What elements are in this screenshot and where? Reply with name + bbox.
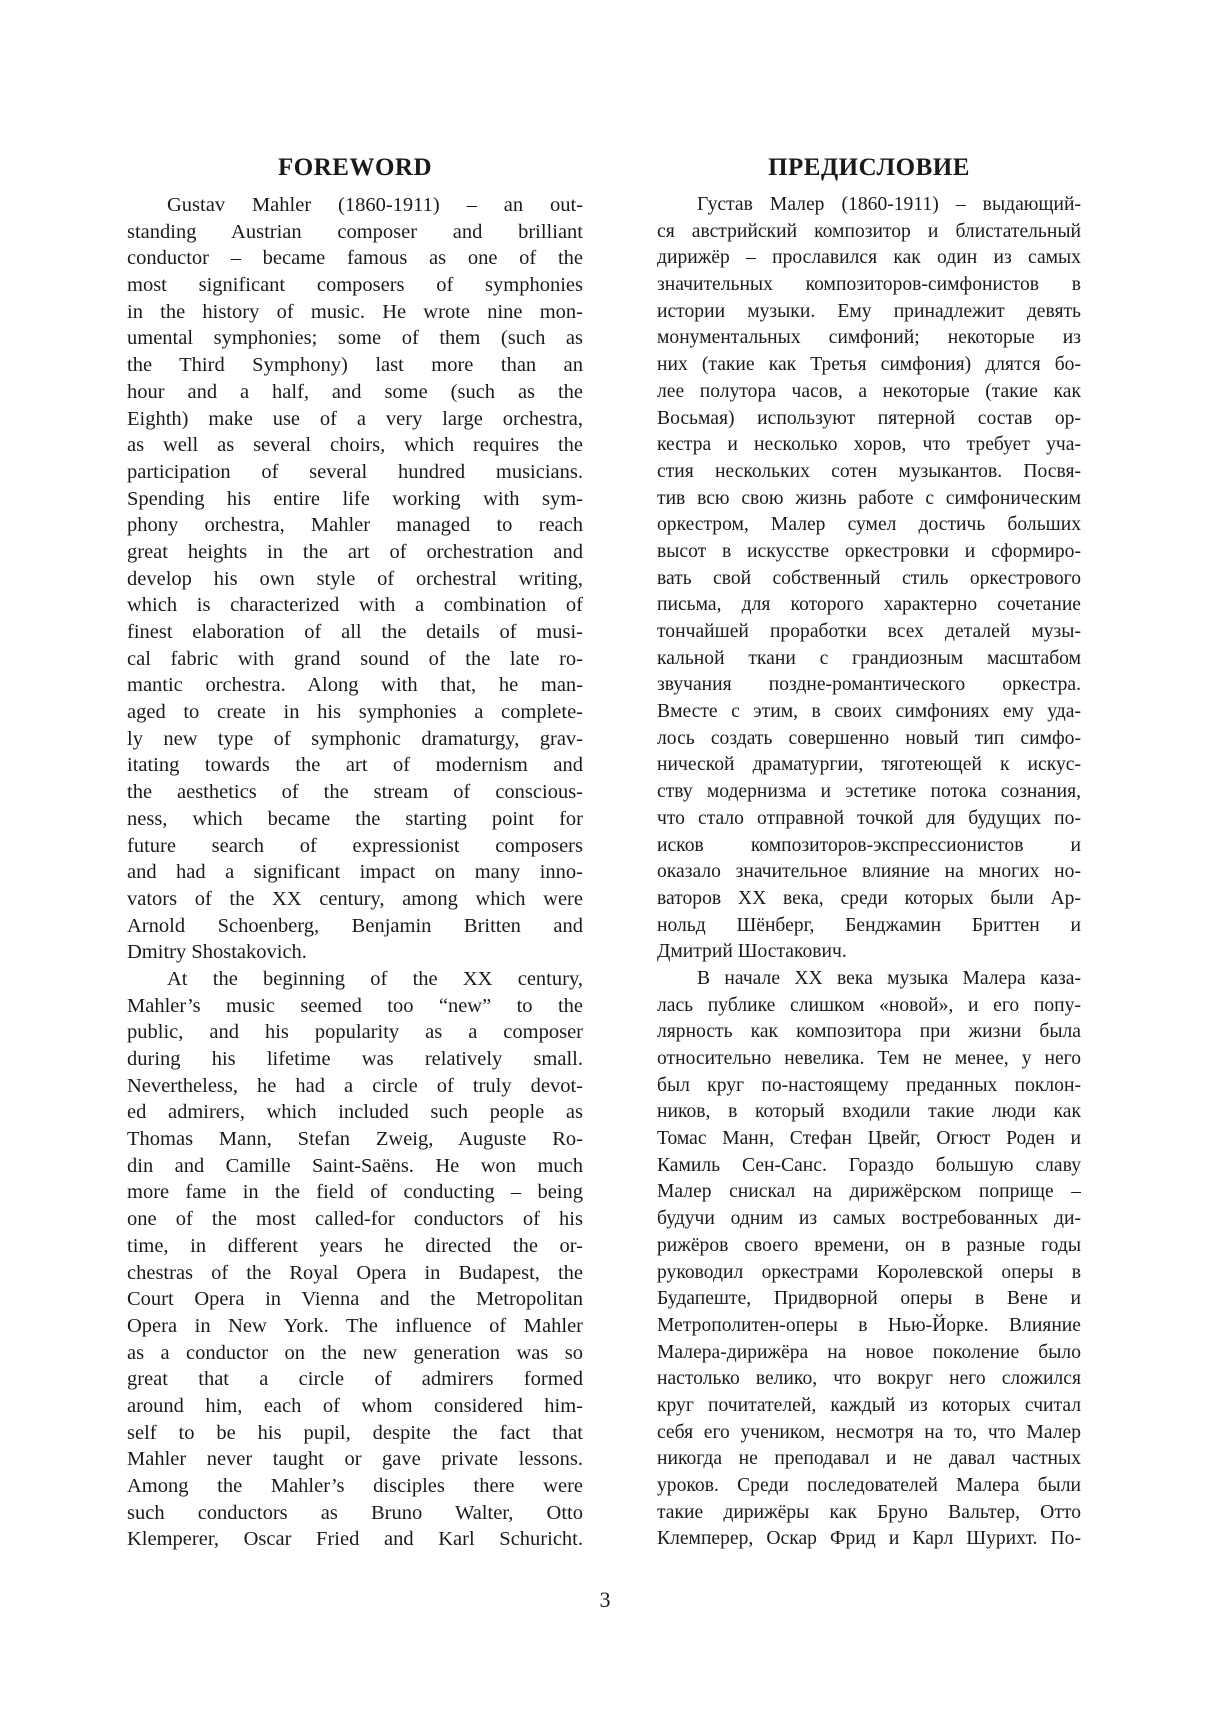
text-line: письма, для которого характерно сочетание (657, 594, 1081, 616)
text-line: self to be his pupil, despite the fact that (127, 1421, 583, 1444)
text-line: Дмитрий Шостакович. (657, 941, 847, 963)
text-line: Mahler’s music seemed too “new” to the (127, 994, 583, 1017)
text-line: стия нескольких сотен музыкантов. Посвя- (657, 460, 1081, 482)
text-line: such conductors as Bruno Walter, Otto (127, 1501, 583, 1524)
text-line: Метрополитен-оперы в Нью-Йорке. Влияние (657, 1314, 1081, 1336)
text-line: around him, each of whom considered him- (127, 1394, 583, 1417)
text-line: ников, в который входили такие люди как (657, 1101, 1081, 1123)
text-line: Клемперер, Оскар Фрид и Карл Шурихт. По- (657, 1528, 1081, 1550)
text-line: ству модернизма и эстетике потока сознания, (657, 781, 1081, 803)
text-line: лярность как композитора при жизни была (657, 1021, 1081, 1043)
english-text-column (127, 192, 583, 1553)
text-line: исков композиторов-экспрессионистов и (657, 834, 1081, 856)
text-line: лее полутора часов, а некоторые (такие как (657, 380, 1081, 402)
text-line: себя его учеником, несмотря на то, что Малер (657, 1421, 1081, 1443)
text-line: оркестром, Малер сумел достичь больших (657, 514, 1081, 536)
text-line: Восьмая) используют пятерной состав ор- (657, 407, 1081, 429)
text-line: standing Austrian composer and brilliant (127, 220, 583, 243)
text-line: уроков. Среди последователей Малера были (657, 1475, 1081, 1496)
text-line: ся австрийский композитор и блистательный (657, 220, 1081, 242)
text-line: chestras of the Royal Opera in Budapest, the (127, 1261, 583, 1284)
text-line: Opera in New York. The influence of Mahler (127, 1314, 583, 1337)
text-line: At the beginning of the XX century, (167, 967, 583, 990)
text-line: Вместе с этим, в своих симфониях ему уда- (657, 701, 1081, 723)
foreword-title-russian: ПРЕДИСЛОВИЕ (768, 153, 970, 181)
text-line: Gustav Mahler (1860-1911) – an out- (167, 194, 583, 216)
text-line: тончайшей проработки всех деталей музы- (657, 621, 1081, 642)
text-line: кальной ткани с грандиозным масштабом (657, 647, 1081, 669)
text-line: значительных композиторов-симфонистов в (657, 274, 1081, 296)
text-line: монументальных симфоний; некоторые из (657, 327, 1081, 349)
text-line: В начале XX века музыка Малера каза- (697, 967, 1081, 989)
text-line: participation of several hundred musicians. (127, 460, 583, 483)
text-line: рижёров своего времени, он в разные годы (657, 1234, 1081, 1256)
text-line: one of the most called-for conductors of his (127, 1208, 583, 1231)
text-line: нической драматургии, тяготеющей к искус- (657, 754, 1081, 776)
text-line: Dmitry Shostakovich. (127, 941, 307, 964)
text-line: лось создать совершенно новый тип симфо- (657, 727, 1081, 749)
text-line: as a conductor on the new generation was so (127, 1341, 583, 1364)
text-line: the aesthetics of the stream of conscious- (127, 781, 583, 804)
text-line: during his lifetime was relatively small. (127, 1048, 583, 1070)
text-line: звучания поздне-романтического оркестра. (657, 674, 1081, 696)
text-line: вать свой собственный стиль оркестрового (657, 567, 1081, 589)
text-line: and had a significant impact on many inno- (127, 861, 583, 884)
text-line: Thomas Mann, Stefan Zweig, Auguste Ro- (127, 1128, 583, 1151)
russian-text-column (657, 192, 1081, 1553)
paragraph (127, 966, 583, 1553)
text-line: mantic orchestra. Along with that, he man- (127, 674, 583, 697)
text-line: din and Camille Saint-Saëns. He won much (127, 1154, 583, 1177)
text-line: Mahler never taught or gave private lessons. (127, 1448, 583, 1471)
text-line: Малер снискал на дирижёрском поприще – (657, 1181, 1081, 1203)
text-line: высот в искусстве оркестровки и сформиро- (657, 540, 1081, 562)
text-line: Будапеште, Придворной оперы в Вене и (657, 1288, 1081, 1310)
text-line: круг почитателей, каждый из которых считал (657, 1394, 1081, 1416)
text-line: conductor – became famous as one of the (127, 247, 583, 270)
text-line: public, and his popularity as a composer (127, 1021, 583, 1044)
text-line: Nevertheless, he had a circle of truly devot- (127, 1074, 583, 1097)
text-line: никогда не преподавал и не давал частных (657, 1448, 1081, 1470)
text-line: hour and a half, and some (such as the (127, 380, 583, 403)
text-line: itating towards the art of modernism and (127, 754, 583, 777)
text-line: кестра и несколько хоров, что требует уча- (657, 434, 1081, 456)
text-line: Klemperer, Oscar Fried and Karl Schuricht. (127, 1528, 583, 1551)
text-line: aged to create in his symphonies a complete- (127, 701, 583, 724)
text-line: time, in different years he directed the or- (127, 1234, 583, 1257)
text-line: Малера-дирижёра на новое поколение было (657, 1341, 1081, 1363)
text-line: great that a circle of admirers formed (127, 1368, 583, 1391)
paragraph (127, 192, 583, 966)
page-number: 3 (599, 1587, 611, 1612)
text-line: ly new type of symphonic dramaturgy, grav- (127, 727, 583, 750)
text-line: develop his own style of orchestral writing, (127, 567, 583, 590)
paragraph (657, 192, 1081, 966)
text-line: ваторов XX века, среди которых были Ар- (657, 887, 1081, 909)
text-line: руководил оркестрами Королевской оперы в (657, 1261, 1081, 1283)
text-line: more fame in the field of conducting – being (127, 1181, 583, 1204)
text-line: Eighth) make use of a very large orchestra, (127, 407, 583, 430)
text-line: ness, which became the starting point for (127, 807, 583, 830)
text-line: настолько велико, что вокруг него сложился (657, 1368, 1081, 1390)
text-line: most significant composers of symphonies (127, 274, 583, 297)
text-line: ed admirers, which included such people as (127, 1101, 583, 1124)
text-line: что стало отправной точкой для будущих по- (657, 807, 1081, 829)
text-line: finest elaboration of all the details of musi- (127, 621, 583, 643)
text-line: такие дирижёры как Бруно Вальтер, Отто (657, 1501, 1081, 1523)
text-line: umental symphonies; some of them (such as (127, 327, 583, 350)
text-line: был круг по-настоящему преданных поклон- (657, 1074, 1081, 1096)
foreword-title-english: FOREWORD (278, 153, 432, 181)
text-line: Arnold Schoenberg, Benjamin Britten and (127, 914, 583, 937)
text-line: Томас Манн, Стефан Цвейг, Огюст Роден и (657, 1128, 1081, 1150)
text-line: future search of expressionist composers (127, 834, 583, 857)
text-line: as well as several choirs, which requires the (127, 434, 583, 457)
paragraph (657, 966, 1081, 1553)
text-line: относительно невелика. Тем не менее, у него (657, 1048, 1081, 1069)
text-line: лась публике слишком «новой», и его попу- (657, 994, 1081, 1016)
text-line: нольд Шёнберг, Бенджамин Бриттен и (657, 914, 1081, 936)
text-line: оказало значительное влияние на многих но- (657, 861, 1081, 883)
text-line: Густав Малер (1860-1911) – выдающий- (697, 194, 1081, 215)
text-line: great heights in the art of orchestration and (127, 540, 583, 563)
text-line: них (такие как Третья симфония) длятся бо- (657, 354, 1081, 376)
text-line: cal fabric with grand sound of the late ro- (127, 647, 583, 670)
text-line: будучи одним из самых востребованных ди- (657, 1208, 1081, 1230)
text-line: vators of the XX century, among which were (127, 887, 583, 910)
text-line: in the history of music. He wrote nine mon- (127, 300, 583, 323)
text-line: дирижёр – прославился как один из самых (657, 247, 1081, 269)
text-line: the Third Symphony) last more than an (127, 354, 583, 377)
text-line: Камиль Сен-Санс. Гораздо большую славу (657, 1154, 1081, 1176)
text-line: истории музыки. Ему принадлежит девять (657, 300, 1081, 322)
text-line: which is characterized with a combination of (127, 594, 583, 617)
text-line: phony orchestra, Mahler managed to reach (127, 514, 583, 537)
text-line: Court Opera in Vienna and the Metropolitan (127, 1288, 583, 1311)
text-line: тив всю свою жизнь работе с симфоническим (657, 487, 1081, 509)
text-line: Spending his entire life working with sym- (127, 487, 583, 510)
text-line: Among the Mahler’s disciples there were (127, 1475, 583, 1497)
